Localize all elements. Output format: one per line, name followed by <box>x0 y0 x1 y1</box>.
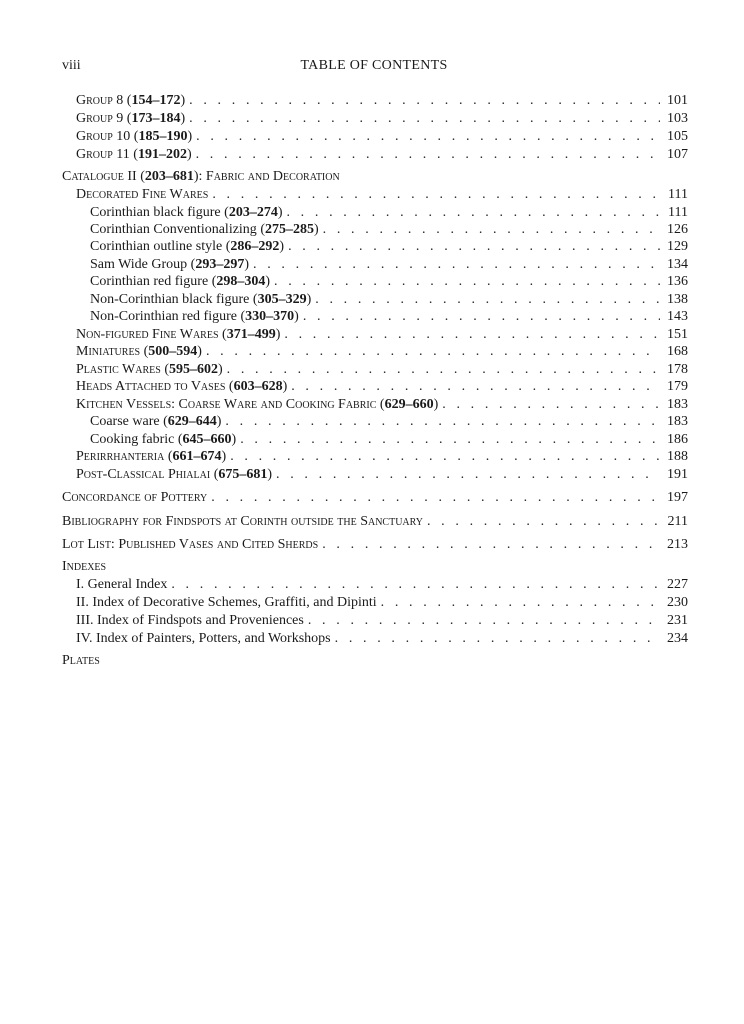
page-number: 227 <box>667 577 688 592</box>
dot-leader <box>211 489 660 507</box>
page-number: 178 <box>667 362 688 377</box>
catalogue-range: 191–202 <box>137 147 187 162</box>
toc-entry-group-8[interactable]: Group 8 (154–172) . . . 101 <box>62 92 688 110</box>
catalogue-range: 500–594 <box>148 344 198 359</box>
dot-leader <box>284 326 660 344</box>
dot-leader <box>303 308 660 326</box>
page-number: 111 <box>668 187 688 202</box>
toc-entry-corinthian-black-figure[interactable]: Corinthian black figure (203–274) . . . 111 <box>62 204 688 222</box>
toc-heading-indexes[interactable]: Indexes <box>62 559 107 574</box>
toc-entry-corinthian-red-figure[interactable]: Corinthian red figure (298–304) . . . 136 <box>62 273 688 291</box>
page-number: 186 <box>667 432 688 447</box>
toc-entry-corinthian-outline-style[interactable]: Corinthian outline style (286–292) . . . 129 <box>62 238 688 256</box>
page-number: 168 <box>667 344 688 359</box>
page-number: 197 <box>667 490 688 505</box>
page-number: 101 <box>667 93 688 108</box>
dot-leader <box>196 146 660 164</box>
catalogue-range: 286–292 <box>230 239 280 254</box>
toc-entry-general-index[interactable]: I. General Index . . . 227 <box>62 576 688 594</box>
catalogue-range: 203–274 <box>228 205 278 220</box>
toc-entry-post-classical-phialai[interactable]: Post-Classical Phialai (675–681) . . . 191 <box>62 466 688 484</box>
toc-entry-lot-list[interactable]: Lot List: Published Vases and Cited Sherds . . . 213 <box>62 536 688 554</box>
page-number: 126 <box>667 222 688 237</box>
page-number: 213 <box>667 537 688 552</box>
dot-leader <box>427 513 660 531</box>
catalogue-range: 305–329 <box>257 292 307 307</box>
toc-entry-plastic-wares[interactable]: Plastic Wares (595–602) . . . 178 <box>62 361 688 379</box>
running-title: TABLE OF CONTENTS <box>300 58 448 73</box>
catalogue-range: 629–644 <box>167 414 217 429</box>
catalogue-range: 275–285 <box>264 222 314 237</box>
toc-entry-index-findspots[interactable]: III. Index of Findspots and Proveniences . . . 231 <box>62 612 688 630</box>
page-number: 134 <box>667 257 688 272</box>
toc-entry-bibliography-findspots[interactable]: Bibliography for Findspots at Corinth outside the Sanctuary . . . 211 <box>62 513 688 531</box>
catalogue-range: 185–190 <box>138 129 188 144</box>
toc-entry-kitchen-vessels[interactable]: Kitchen Vessels: Coarse Ware and Cooking Fabric (629–660) . . . 183 <box>62 396 688 414</box>
catalogue-range: 330–370 <box>245 309 295 324</box>
toc-entry-index-decorative-schemes[interactable]: II. Index of Decorative Schemes, Graffiti, and Dipinti . . . 230 <box>62 594 688 612</box>
toc-entry-perirrhanteria[interactable]: Perirrhanteria (661–674) . . . 188 <box>62 448 688 466</box>
toc-entry-non-corinthian-red-figure[interactable]: Non-Corinthian red figure (330–370) . . . 143 <box>62 308 688 326</box>
toc-entry-sam-wide-group[interactable]: Sam Wide Group (293–297) . . . 134 <box>62 256 688 274</box>
catalogue-range: 675–681 <box>218 467 268 482</box>
catalogue-range: 293–297 <box>195 257 245 272</box>
page-number: 129 <box>667 239 688 254</box>
dot-leader <box>315 291 660 309</box>
page-number: 183 <box>667 397 688 412</box>
page-number: 191 <box>667 467 688 482</box>
catalogue-range: 645–660 <box>182 432 232 447</box>
page-number: 143 <box>667 309 688 324</box>
dot-leader <box>253 256 660 274</box>
toc-entry-group-10[interactable]: Group 10 (185–190) . . . 105 <box>62 128 688 146</box>
toc-entry-non-figured-fine-wares[interactable]: Non-figured Fine Wares (371–499) . . . 151 <box>62 326 688 344</box>
dot-leader <box>288 238 660 256</box>
toc-heading-catalogue-ii[interactable]: Catalogue II (203–681): Fabric and Decoration <box>62 169 340 184</box>
dot-leader <box>381 594 660 612</box>
dot-leader <box>212 186 660 204</box>
dot-leader <box>171 576 660 594</box>
toc-entry-index-painters[interactable]: IV. Index of Painters, Potters, and Workshops . . . 234 <box>62 630 688 648</box>
page-number: 231 <box>667 613 688 628</box>
toc-entry-corinthian-conventionalizing[interactable]: Corinthian Conventionalizing (275–285) . . . 126 <box>62 221 688 239</box>
page-number: 234 <box>667 631 688 646</box>
dot-leader <box>225 413 660 431</box>
page-number: 138 <box>667 292 688 307</box>
dot-leader <box>291 378 660 396</box>
toc-entry-group-11[interactable]: Group 11 (191–202) . . . 107 <box>62 146 688 164</box>
catalogue-range: 154–172 <box>131 93 181 108</box>
dot-leader <box>323 221 660 239</box>
dot-leader <box>322 536 660 554</box>
toc-entry-group-9[interactable]: Group 9 (173–184) . . . 103 <box>62 110 688 128</box>
page-number: 111 <box>668 205 688 220</box>
dot-leader <box>335 630 660 648</box>
toc-heading-plates[interactable]: Plates <box>62 653 100 668</box>
page-number: 107 <box>667 147 688 162</box>
dot-leader <box>308 612 660 630</box>
dot-leader <box>274 273 660 291</box>
dot-leader <box>189 92 660 110</box>
dot-leader <box>196 128 660 146</box>
page-number: 188 <box>667 449 688 464</box>
dot-leader <box>230 448 660 466</box>
toc-entry-non-corinthian-black-figure[interactable]: Non-Corinthian black figure (305–329) . . . 138 <box>62 291 688 309</box>
dot-leader <box>240 431 660 449</box>
page-number: 211 <box>667 514 688 529</box>
catalogue-range: 298–304 <box>216 274 266 289</box>
dot-leader <box>286 204 660 222</box>
page-folio: viii <box>62 58 81 73</box>
catalogue-range: 603–628 <box>233 379 283 394</box>
catalogue-range: 629–660 <box>384 397 434 412</box>
toc-entry-miniatures[interactable]: Miniatures (500–594) . . . 168 <box>62 343 688 361</box>
catalogue-range: 661–674 <box>172 449 222 464</box>
page-number: 230 <box>667 595 688 610</box>
dot-leader <box>227 361 660 379</box>
toc-entry-decorated-fine-wares[interactable]: Decorated Fine Wares . . . 111 <box>62 186 688 204</box>
catalogue-range: 595–602 <box>168 362 218 377</box>
dot-leader <box>189 110 660 128</box>
toc-entry-heads-attached-to-vases[interactable]: Heads Attached to Vases (603–628) . . . 179 <box>62 378 688 396</box>
dot-leader <box>276 466 660 484</box>
page-header <box>62 58 686 78</box>
toc-entry-cooking-fabric[interactable]: Cooking fabric (645–660) . . . 186 <box>62 431 688 449</box>
toc-entry-concordance-of-pottery[interactable]: Concordance of Pottery . . . 197 <box>62 489 688 507</box>
page-number: 183 <box>667 414 688 429</box>
page-number: 151 <box>667 327 688 342</box>
catalogue-range: 173–184 <box>131 111 181 126</box>
page-number: 136 <box>667 274 688 289</box>
page-number: 179 <box>667 379 688 394</box>
catalogue-range: 203–681 <box>144 169 194 184</box>
dot-leader <box>206 343 660 361</box>
catalogue-range: 371–499 <box>226 327 276 342</box>
page-number: 103 <box>667 111 688 126</box>
dot-leader <box>442 396 660 414</box>
toc-entry-coarse-ware[interactable]: Coarse ware (629–644) . . . 183 <box>62 413 688 431</box>
page-number: 105 <box>667 129 688 144</box>
